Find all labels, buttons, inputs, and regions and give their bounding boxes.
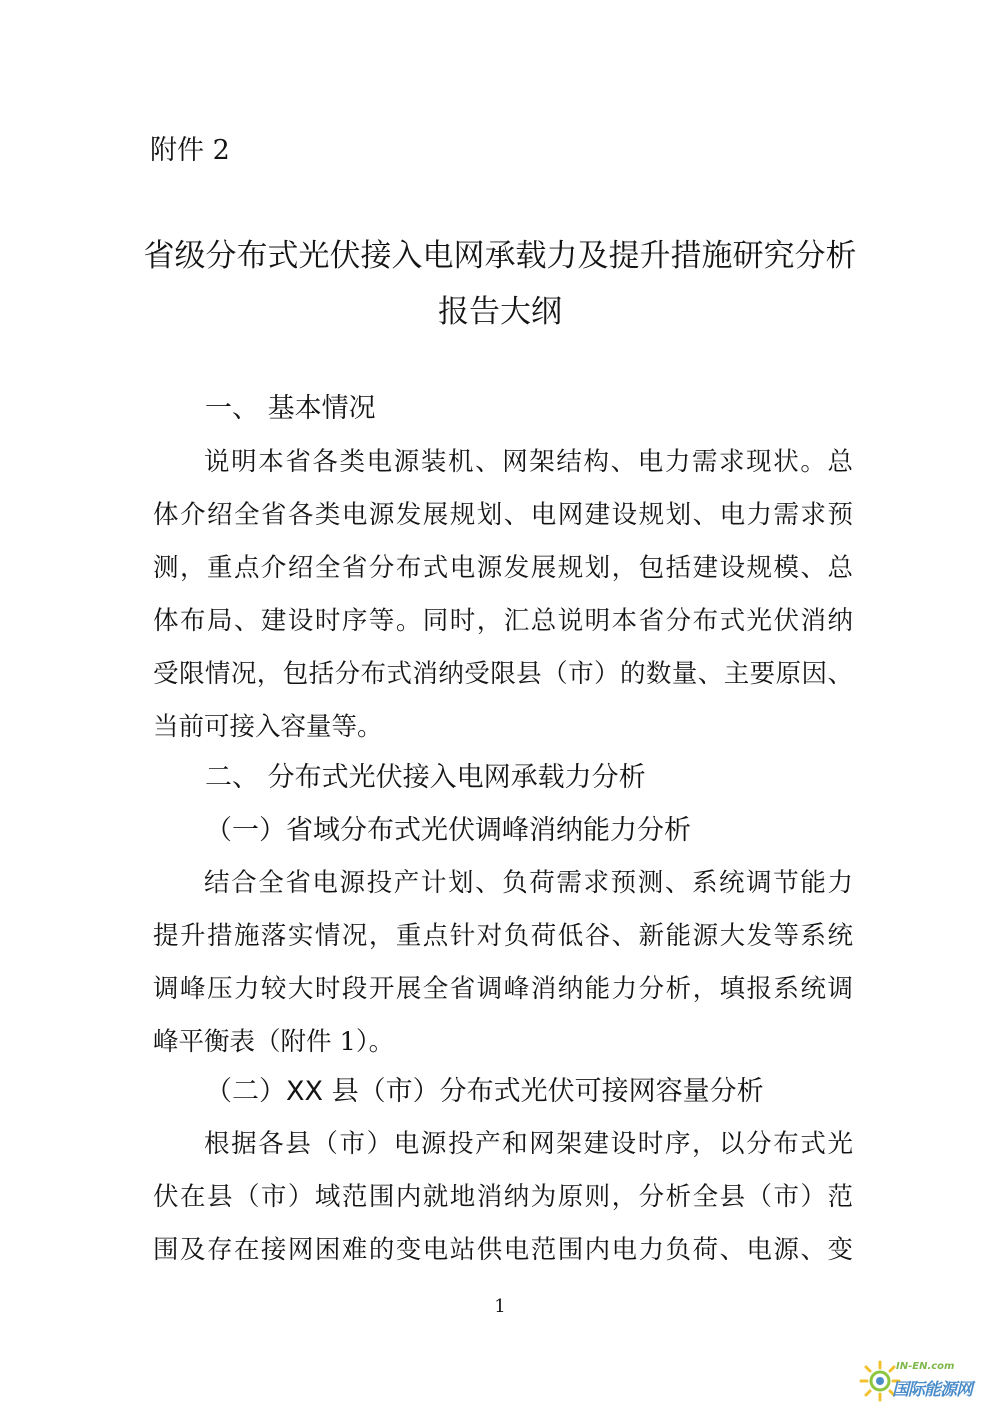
paragraph-line: 围及存在接网困难的变电站供电范围内电力负荷、电源、变 <box>153 1235 853 1265</box>
paragraph-line: 调峰压力较大时段开展全省调峰消纳能力分析，填报系统调 <box>153 974 853 1004</box>
subsection-1-heading: （一）省域分布式光伏调峰消纳能力分析 <box>205 815 691 846</box>
section-1-heading: 一、 基本情况 <box>205 393 376 424</box>
paragraph-line: 体介绍全省各类电源发展规划、电网建设规划、电力需求预 <box>153 500 853 530</box>
paragraph-line: 提升措施落实情况，重点针对负荷低谷、新能源大发等系统 <box>153 921 853 951</box>
watermark-en-text: IN-EN.com <box>896 1361 955 1372</box>
paragraph-line: 说明本省各类电源装机、网架结构、电力需求现状。总 <box>204 447 853 477</box>
paragraph-line: 伏在县（市）域范围内就地消纳为原则，分析全县（市）范 <box>153 1182 853 1212</box>
document-title-line-2: 报告大纲 <box>438 294 562 330</box>
page-number: 1 <box>494 1296 506 1317</box>
paragraph-line: 体布局、建设时序等。同时，汇总说明本省分布式光伏消纳 <box>153 606 853 636</box>
subsection-1-paragraph <box>153 857 853 1069</box>
paragraph-line: 峰平衡表（附件 1）。 <box>153 1027 395 1057</box>
paragraph-line: 受限情况，包括分布式消纳受限县（市）的数量、主要原因、 <box>153 659 853 689</box>
watermark-logo <box>858 1357 998 1409</box>
paragraph-line: 结合全省电源投产计划、负荷需求预测、系统调节能力 <box>204 868 853 898</box>
section-1-paragraph <box>153 436 853 754</box>
subsection-2-paragraph <box>153 1118 853 1277</box>
paragraph-line: 当前可接入容量等。 <box>153 712 383 742</box>
document-title-line-1: 省级分布式光伏接入电网承载力及提升措施研究分析 <box>143 238 857 274</box>
subsection-2-heading: （二）XX 县（市）分布式光伏可接网容量分析 <box>205 1076 764 1107</box>
paragraph-line: 测，重点介绍全省分布式电源发展规划，包括建设规模、总 <box>153 553 853 583</box>
attachment-label: 附件 2 <box>150 135 230 166</box>
watermark-cn-text: 国际能源网 <box>892 1380 972 1400</box>
paragraph-line: 根据各县（市）电源投产和网架建设时序，以分布式光 <box>204 1129 853 1159</box>
section-2-heading: 二、 分布式光伏接入电网承载力分析 <box>205 762 646 793</box>
